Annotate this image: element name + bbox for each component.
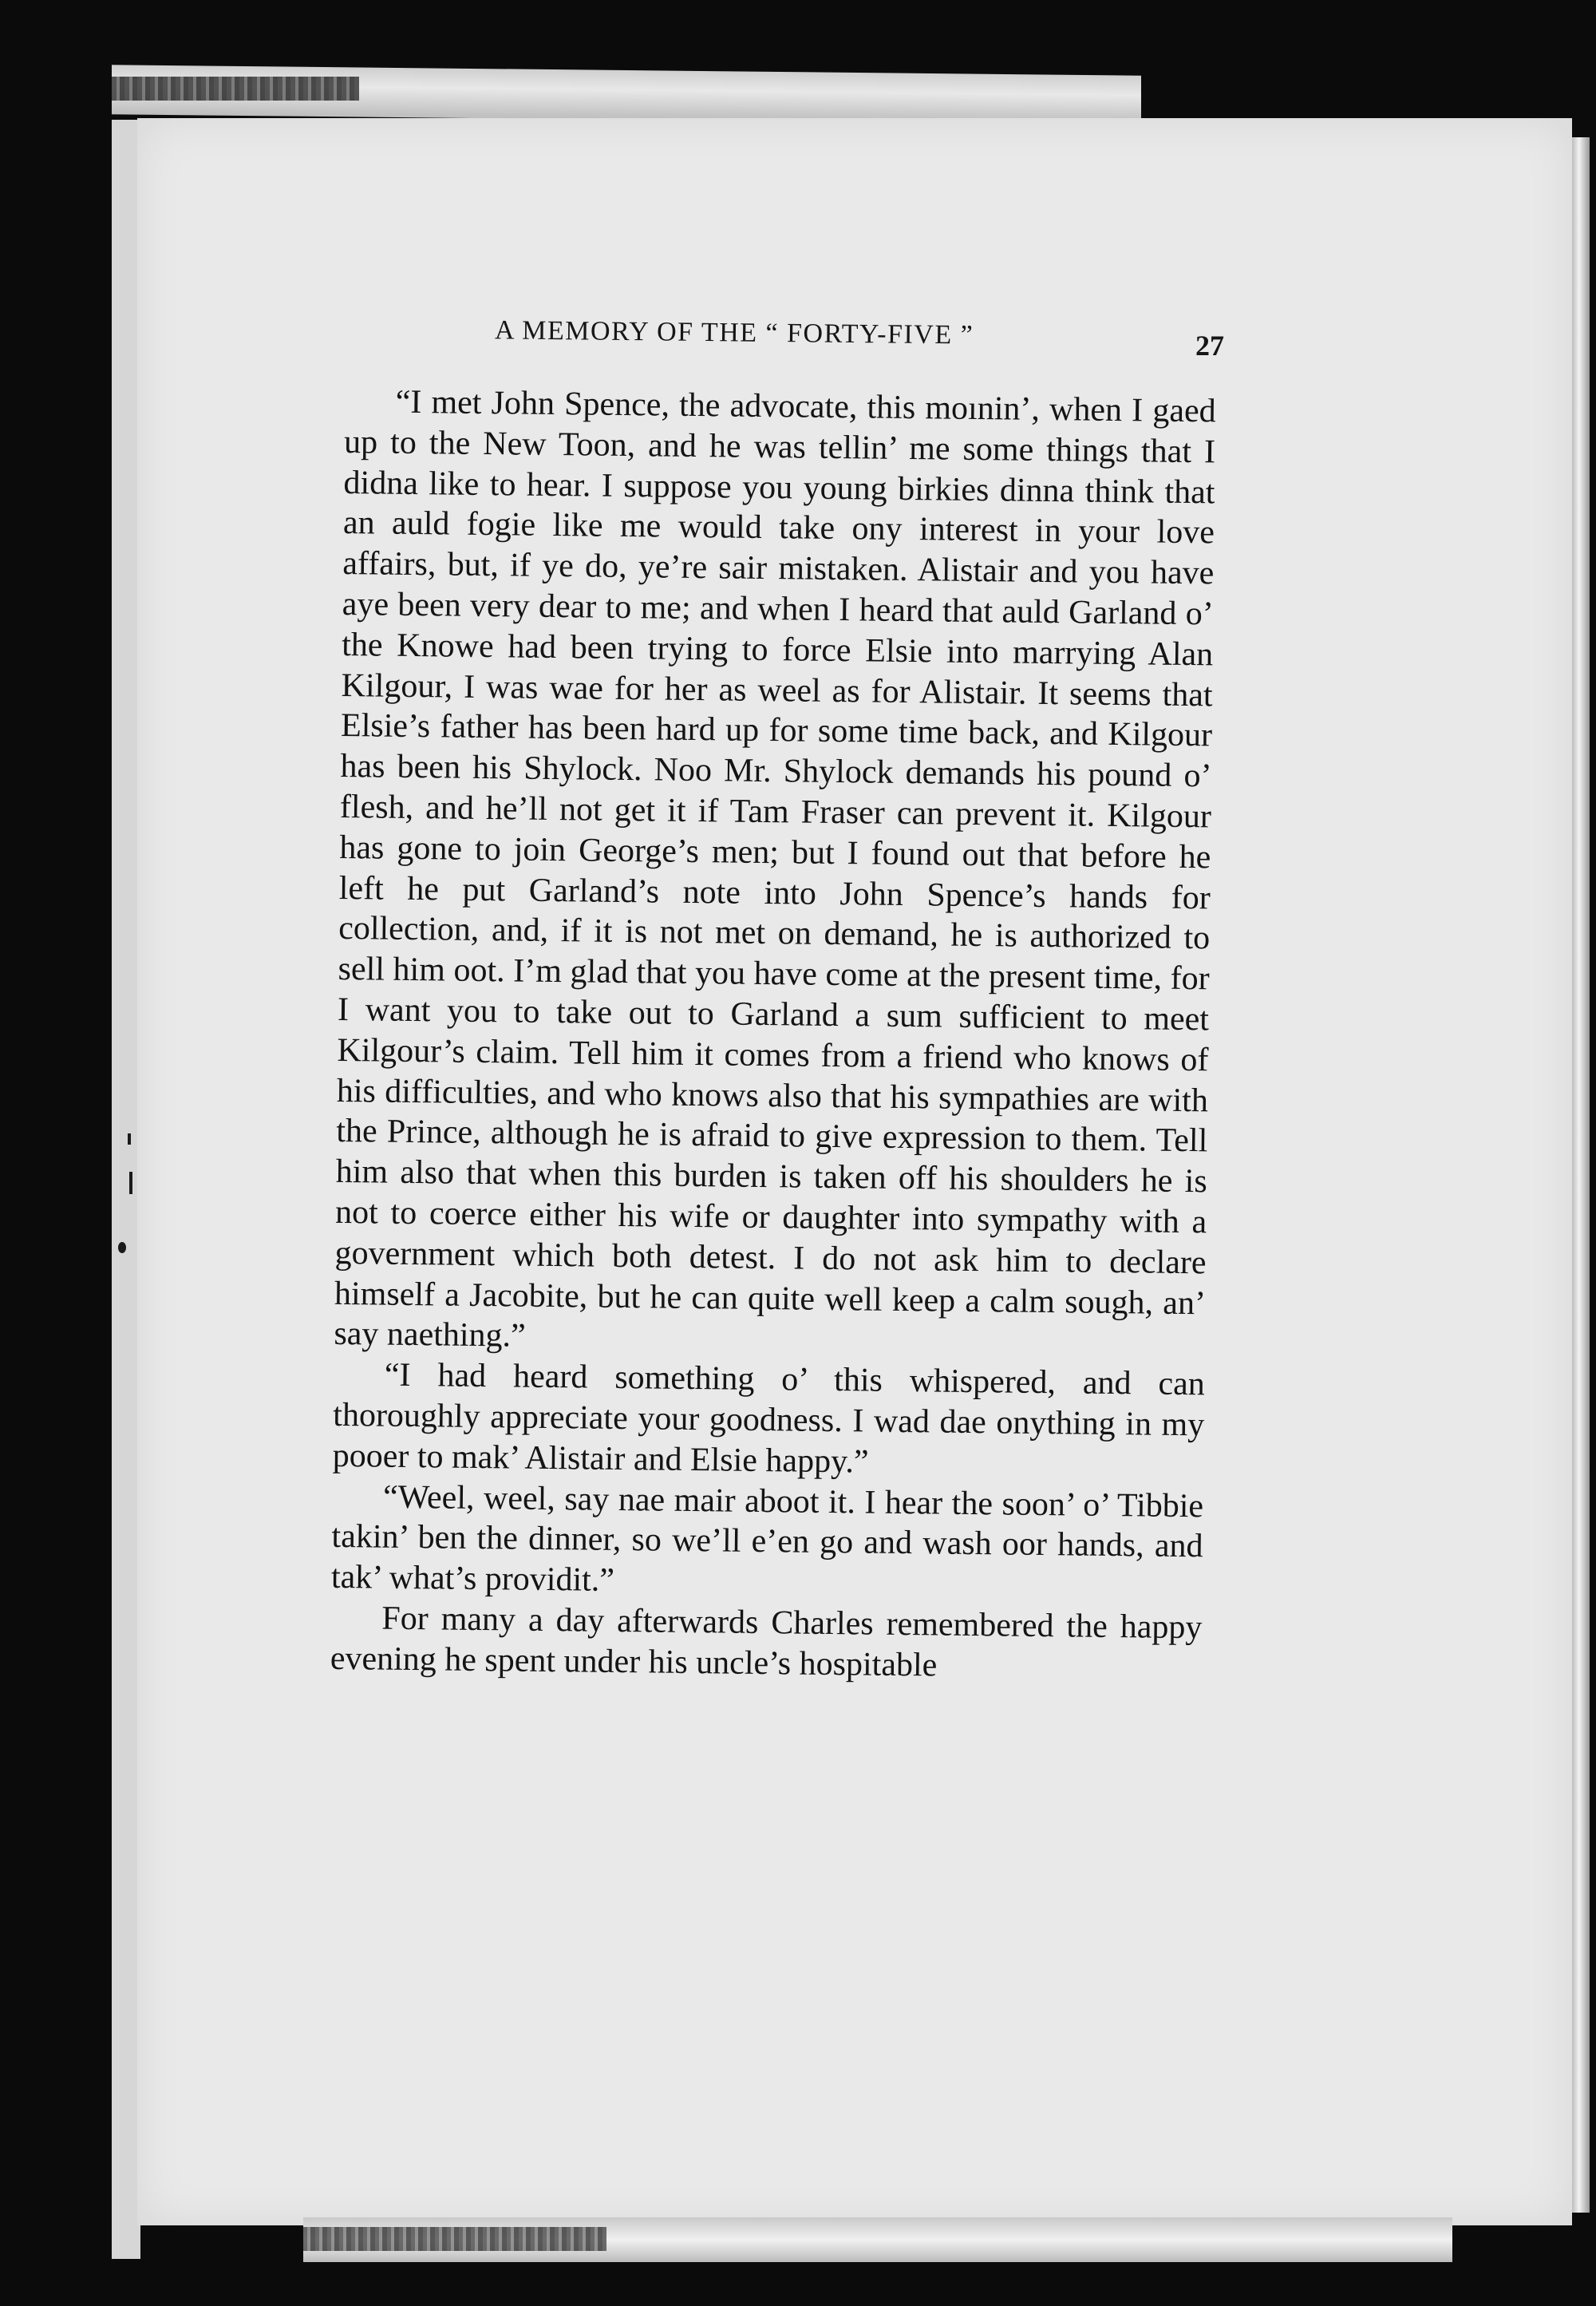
margin-speck (118, 1242, 126, 1253)
running-head: A MEMORY OF THE “ FORTY-FIVE ” (494, 315, 974, 350)
film-edge-bottom-marks (303, 2227, 606, 2251)
page-number: 27 (1195, 330, 1224, 362)
paragraph: For many a day afterwards Charles remembered the happy evening he spent under his uncle’s hospitable (330, 1600, 1203, 1684)
body-text (330, 382, 1216, 1689)
film-edge-top-marks (112, 77, 359, 101)
page-right-edge (1572, 137, 1590, 2213)
film-edge-left (112, 120, 140, 2259)
paragraph: “Weel, weel, say nae mair aboot it. I hear the soon’ o’ Tibbie takin’ ben the dinner, so we’ll e’en go and wash oor hands, and tak’ what’s providit.” (330, 1478, 1204, 1600)
paragraph: “I met John Spence, the advocate, this moınin’, when I gaed up to the New Toon, and he was tellin’ me some things that I didna like to hear. I suppose you young birkies dinna think that an auld fogie like me would take ony interest in your love affairs, but, if ye do, ye’re sair mistaken. Alistair and you have aye been very dear to me; and when I heard that auld Garland o’ the Knowe had been trying to force Elsie into marrying Alan Kilgour, I was wae for her as weel as for Alistair. It seems that Elsie’s father has been hard up for some time back, and Kilgour has been his Shylock. Noo Mr. Shylock demands his pound o’ flesh, and he’ll not get it if Tam Fraser can prevent it. Kilgour has gone to join George’s men; but I found out that before he left he put Garland’s note into John Spence’s hands for collection, and, if it is not met on demand, he is authorized to sell him oot. I’m glad that you have come at the present time, for I want you to take out to Garland a sum sufficient to meet Kilgour’s claim. Tell him it comes from a friend who knows of his difficulties, and who knows also that his sympathies are with the Prince, although he is afraid to give expression to them. Tell him also that when this burden is taken off his shoulders he is not to coerce either his wife or daughter into sympathy with a government which both detest. I do not ask him to declare himself a Jacobite, but he can quite well keep a calm sough, an’ say naething.” (334, 383, 1216, 1355)
margin-speck (128, 1133, 131, 1145)
paragraph: “I had heard something o’ this whispered, and can thoroughly appreciate your goodness. I wad dae onything in my pooer to mak’ Alistair and Elsie happy.” (332, 1356, 1206, 1481)
margin-speck (129, 1172, 132, 1194)
